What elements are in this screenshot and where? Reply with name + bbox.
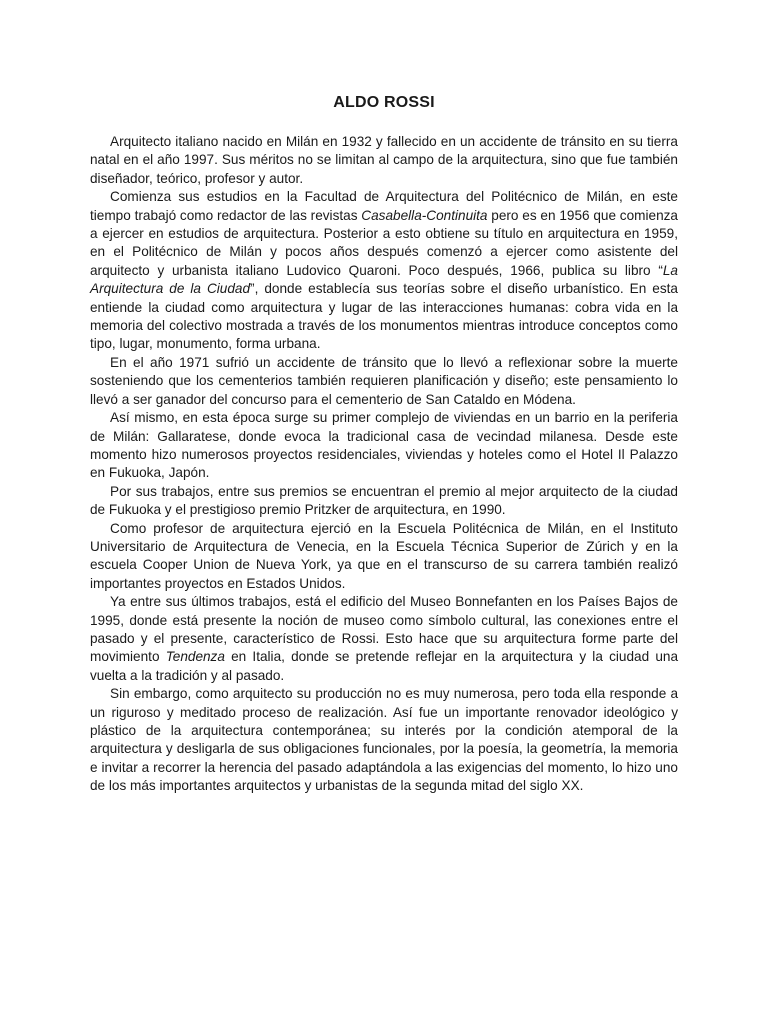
text-run: Ya entre sus últimos trabajos, está el edificio del Museo Bonnefanten en los Países Bajos de 1995, donde está presente la noción de museo como símbolo cultural, las conexiones entre el pasado y el presente, característico de Rossi. Esto hace que su arquitectura forme parte del movimiento	[90, 594, 678, 665]
paragraph-2	[90, 188, 678, 354]
text-run: Arquitecto italiano nacido en Milán en 1932 y fallecido en un accidente de tránsito en su tierra natal en el año 1997. Sus méritos no se limitan al campo de la arquitectura, sino que fue también diseñador, teórico, profesor y autor.	[90, 134, 678, 186]
text-run: En el año 1971 sufrió un accidente de tránsito que lo llevó a reflexionar sobre la muerte sosteniendo que los cementerios también requieren planificación y diseño; este pensamiento lo llevó a ser ganador del concurso para el cementerio de San Cataldo en Módena.	[90, 354, 678, 407]
paragraph-8	[90, 685, 678, 795]
italic-title: Tendenza	[165, 649, 225, 665]
document-body	[90, 133, 678, 796]
document-title: ALDO ROSSI	[333, 94, 435, 111]
paragraph-5	[90, 483, 678, 520]
text-run: Comienza sus estudios en la Facultad de Arquitectura del Politécnico de Milán, en este tiempo trabajó como redactor de las revistas	[90, 189, 678, 223]
text-run: en Italia, donde se pretende reflejar en la arquitectura y la ciudad una vuelta a la tradición y al pasado.	[90, 649, 679, 683]
text-run: Así mismo, en esta época surge su primer complejo de viviendas en un barrio en la periferia de Milán: Gallaratese, donde evoca la tradicional casa de vecindad milanesa. Desde este momento hizo numerosos proyectos residenciales, viviendas y hoteles como el Hotel Il Palazzo en Fukuoka, Japón.	[90, 410, 678, 481]
italic-title: Casabella-Continuita	[361, 207, 488, 223]
text-run: pero es en 1956 que comienza a ejercer en estudios de arquitectura. Posterior a esto obtiene su título en arquitectura en 1959, en el Politécnico de Milán y pocos años después comenzó a ejercer como asistente del arquitecto y urbanista italiano Ludovico Quaroni. Poco después, 1966, publica su libro “	[90, 207, 678, 278]
paragraph-6	[90, 520, 678, 594]
italic-title: La Arquitectura de la Ciudad	[90, 262, 678, 297]
paragraph-4	[90, 409, 678, 483]
paragraph-1	[90, 133, 678, 188]
document-page	[90, 94, 678, 796]
paragraph-7	[90, 593, 678, 685]
text-run: ”, donde establecía sus teorías sobre el diseño urbanístico. En esta entiende la ciudad como arquitectura y lugar de las interacciones humanas: cobra vida en la memoria del colectivo mostrada a través de los monumentos mientras introduce conceptos como tipo, lugar, monumento, forma urbana.	[90, 281, 678, 352]
text-run: Sin embargo, como arquitecto su producción no es muy numerosa, pero toda ella responde a un riguroso y meditado proceso de realización. Así fue un importante renovador ideológico y plástico de la arquitectura contemporánea; su interés por la condición atemporal de la arquitectura y desligarla de sus obligaciones funcionales, por la poesía, la geometría, la memoria e invitar a recorrer la herencia del pasado adaptándola a las exigencias del momento, lo hizo uno de los más importantes arquitectos y urbanistas de la segunda mitad del siglo XX.	[90, 686, 678, 794]
text-run: Como profesor de arquitectura ejerció en la Escuela Politécnica de Milán, en el Instituto Universitario de Arquitectura de Venecia, en la Escuela Técnica Superior de Zúrich y en la escuela Cooper Union de Nueva York, ya que en el transcurso de su carrera también realizó importantes proyectos en Estados Unidos.	[90, 520, 678, 591]
paragraph-3	[90, 354, 678, 409]
text-run: Por sus trabajos, entre sus premios se encuentran el premio al mejor arquitecto de la ciudad de Fukuoka y el prestigioso premio Pritzker de arquitectura, en 1990.	[90, 483, 678, 518]
